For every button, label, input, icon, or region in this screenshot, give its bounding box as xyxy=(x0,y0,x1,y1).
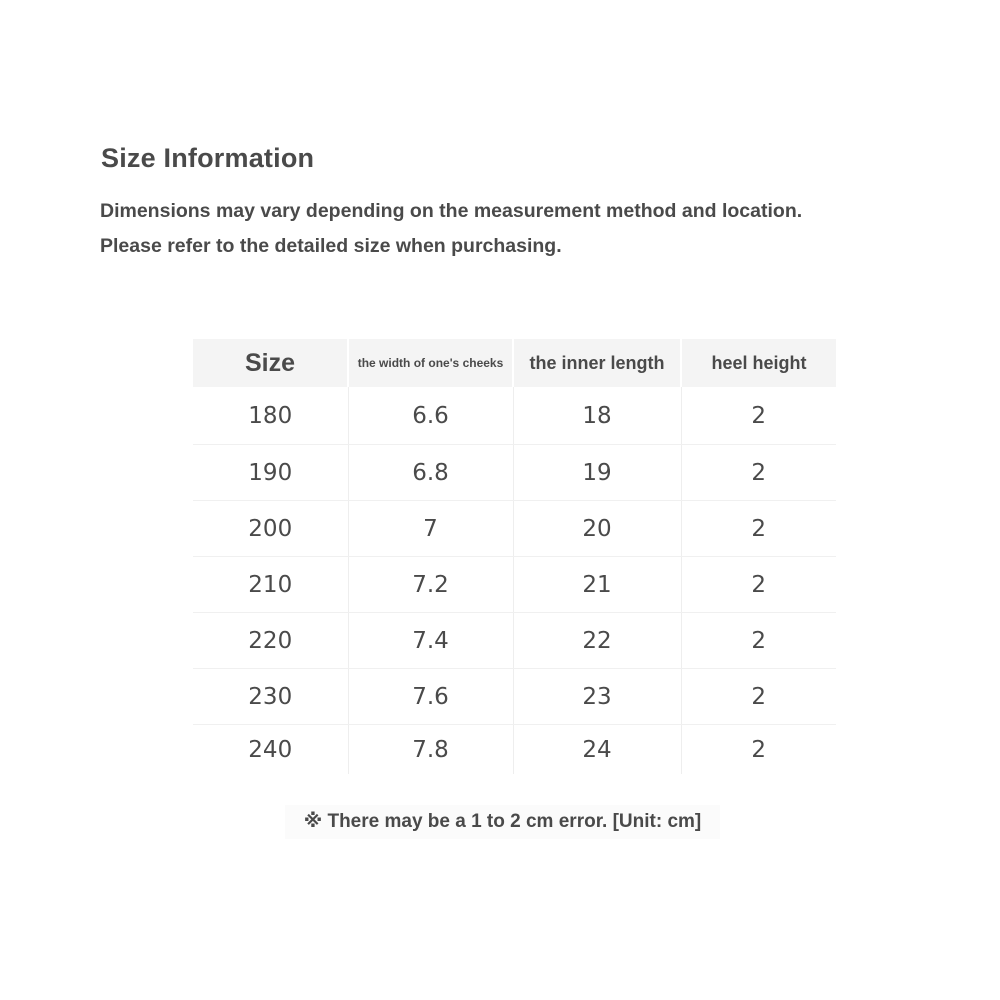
cell-inner-length: 23 xyxy=(513,669,681,725)
cell-size: 180 xyxy=(193,387,348,445)
header-heel-height: heel height xyxy=(681,339,836,387)
size-table-header xyxy=(193,339,836,387)
cell-heel-height: 2 xyxy=(681,387,836,445)
page-title: Size Information xyxy=(101,143,315,173)
header-inner-length: the inner length xyxy=(513,339,681,387)
table-row xyxy=(193,387,836,445)
table-row xyxy=(193,725,836,775)
cell-inner-length: 21 xyxy=(513,557,681,613)
size-table xyxy=(193,339,836,774)
measurement-error-note: ※ There may be a 1 to 2 cm error. [Unit: cm] xyxy=(285,805,720,839)
cell-width: 7.6 xyxy=(348,669,513,725)
table-row xyxy=(193,557,836,613)
cell-size: 190 xyxy=(193,445,348,501)
cell-heel-height: 2 xyxy=(681,445,836,501)
table-row xyxy=(193,669,836,725)
cell-width: 6.8 xyxy=(348,445,513,501)
table-row xyxy=(193,613,836,669)
header-row xyxy=(193,339,836,387)
header-width: the width of one's cheeks xyxy=(348,339,513,387)
cell-width: 7.4 xyxy=(348,613,513,669)
cell-size: 210 xyxy=(193,557,348,613)
cell-heel-height: 2 xyxy=(751,736,767,763)
cell-inner-length: 19 xyxy=(513,445,681,501)
cell-width: 7.2 xyxy=(348,557,513,613)
cell-heel-height: 2 xyxy=(681,501,836,557)
cell-width: 6.6 xyxy=(348,387,513,445)
cell-heel-height: 2 xyxy=(681,557,836,613)
table-row xyxy=(193,445,836,501)
header-size: Size xyxy=(193,339,348,387)
description-line-1: Dimensions may vary depending on the measurement method and location. xyxy=(100,200,803,222)
description-line-2: Please refer to the detailed size when purchasing. xyxy=(100,235,562,257)
size-table-body xyxy=(193,387,836,774)
cell-size: 220 xyxy=(193,613,348,669)
cell-inner-length: 18 xyxy=(513,387,681,445)
cell-heel-height: 2 xyxy=(681,669,836,725)
cell-size: 240 xyxy=(193,725,348,775)
cell-inner-length: 24 xyxy=(513,725,681,775)
cell-size: 200 xyxy=(193,501,348,557)
cell-width: 7.8 xyxy=(348,725,513,775)
cell-inner-length: 20 xyxy=(513,501,681,557)
table-row xyxy=(193,501,836,557)
cell-inner-length: 22 xyxy=(513,613,681,669)
cell-width: 7 xyxy=(348,501,513,557)
cell-size: 230 xyxy=(193,669,348,725)
cell-heel-height: 2 xyxy=(681,613,836,669)
